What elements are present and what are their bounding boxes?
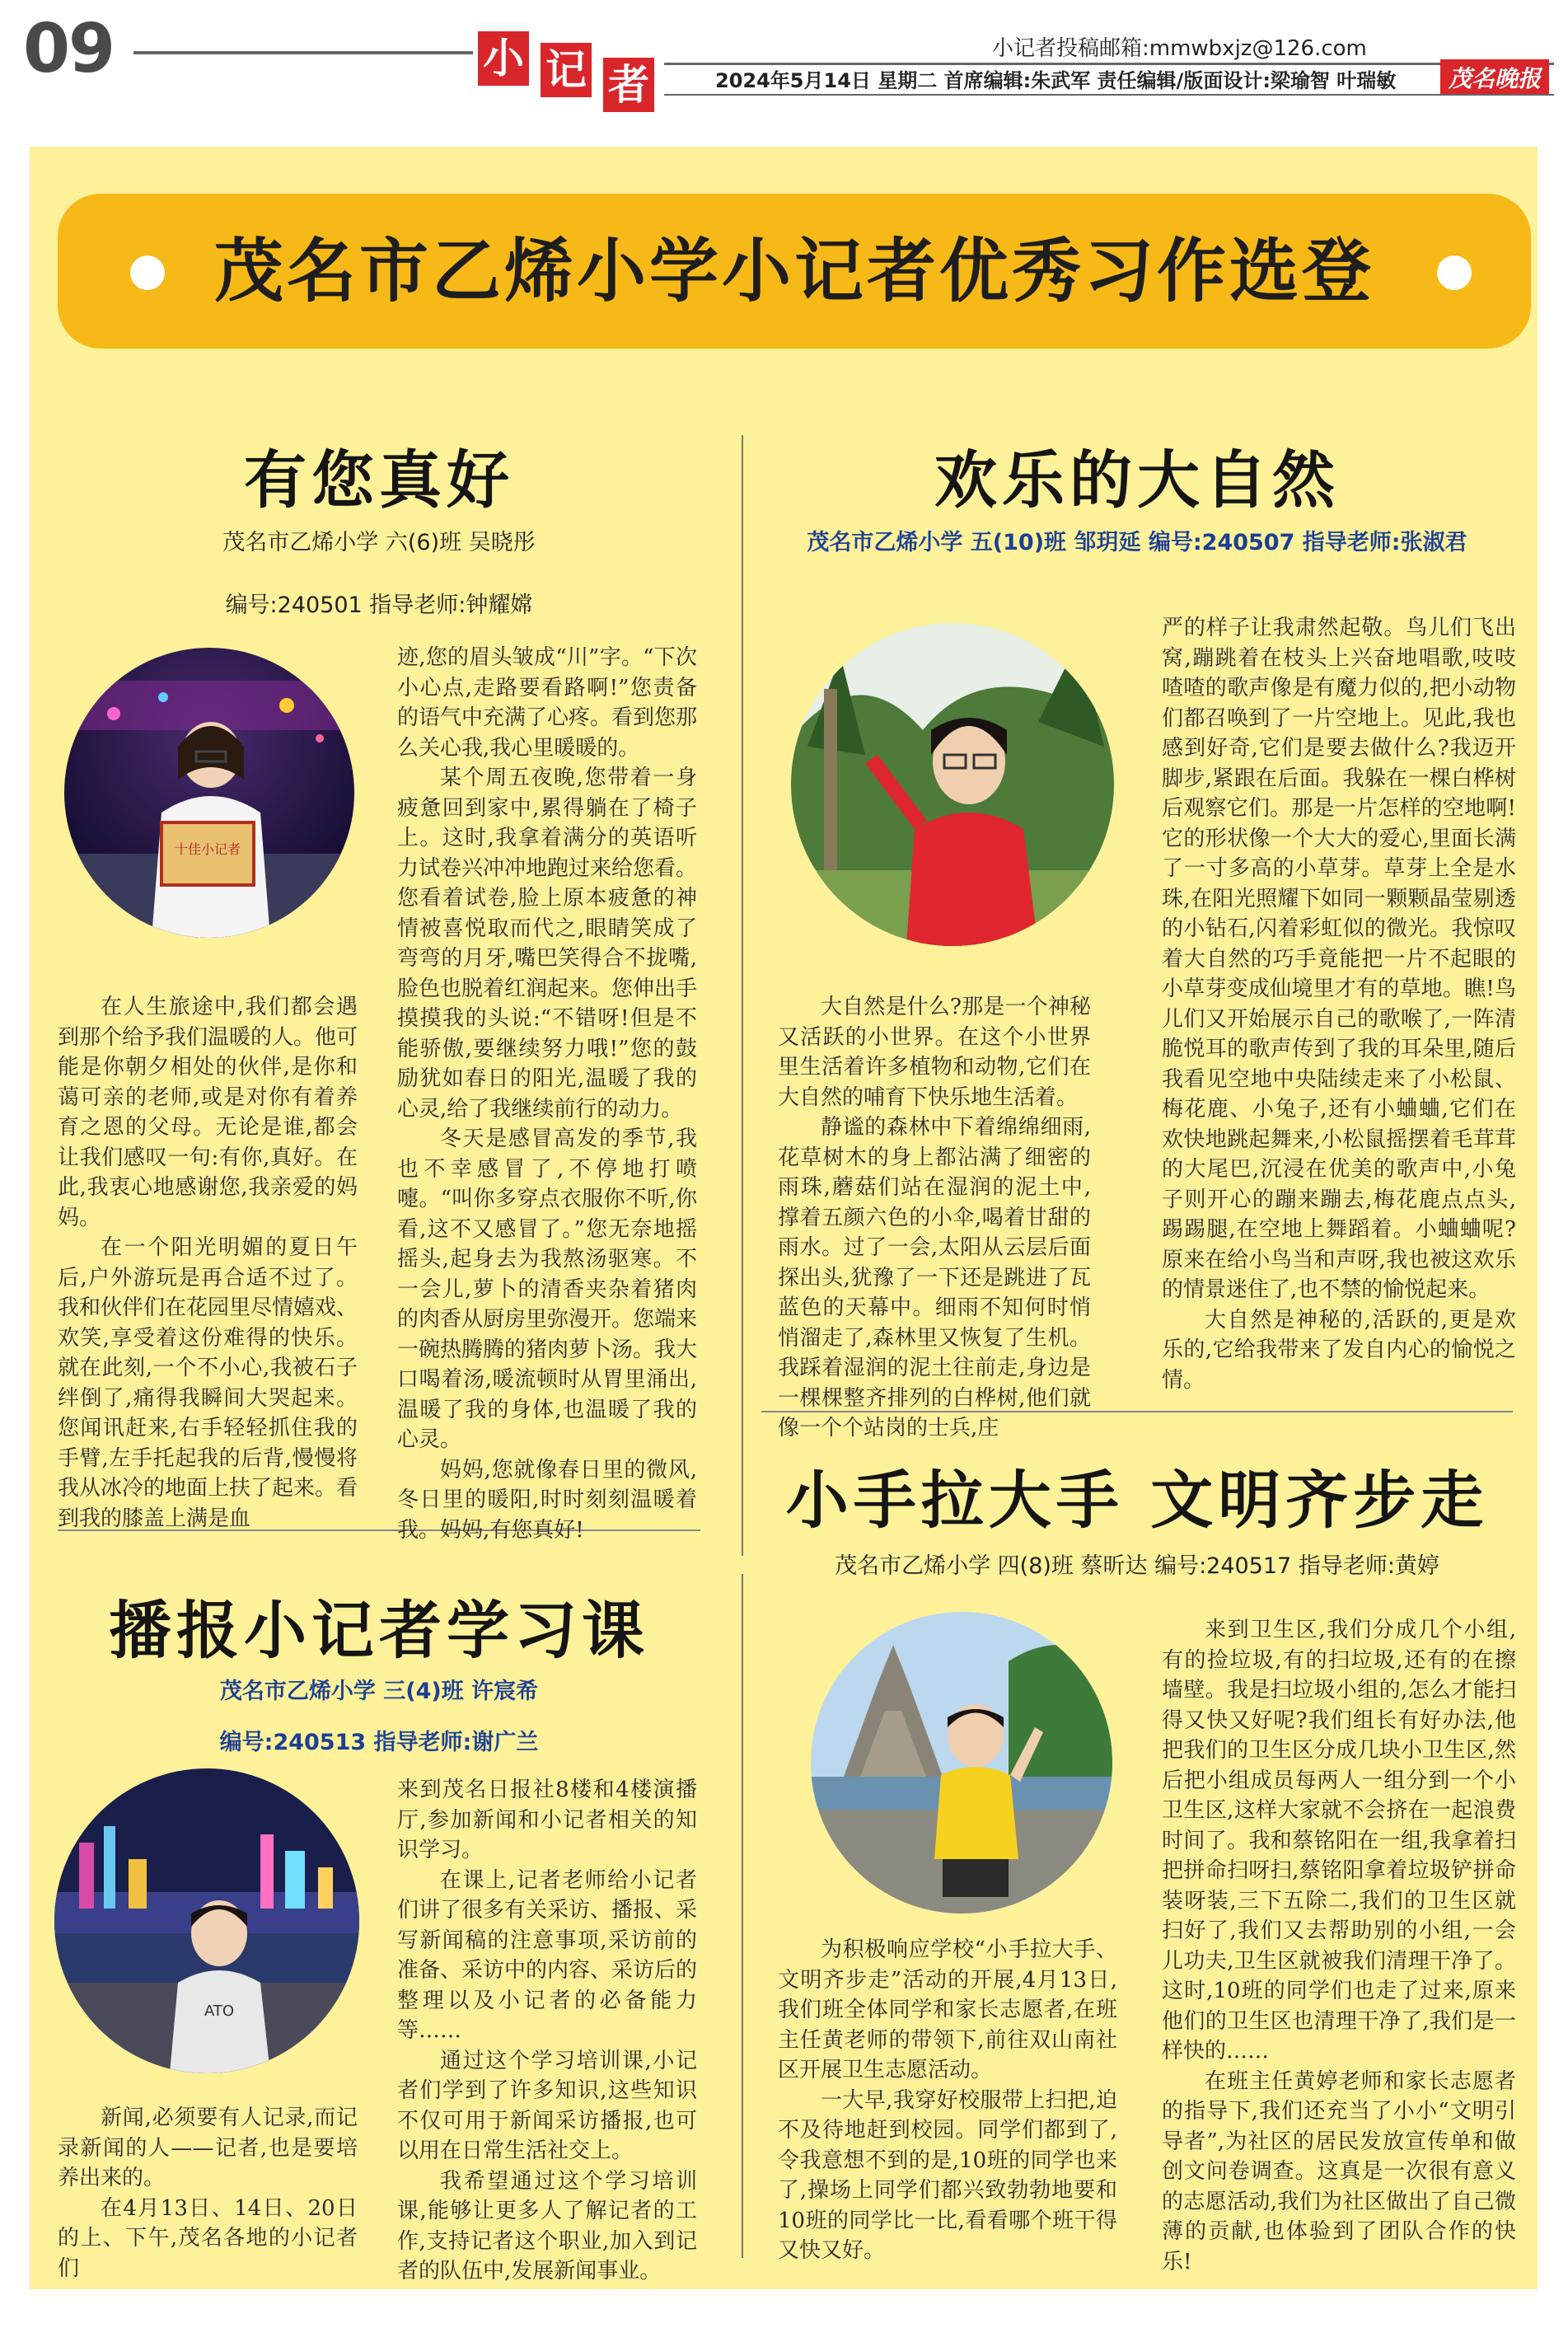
- article-4-byline: 茂名市乙烯小学 四(8)班 蔡昕达 编号:240517 指导老师:黄婷: [835, 1553, 1439, 1579]
- article-3-paragraph: 新闻,必须要有人记录,而记录新闻的人——记者,也是要培养出来的。: [58, 2106, 358, 2190]
- newspaper-logo: 茂名晚报: [1440, 59, 1549, 96]
- article-3-byline: 茂名市乙烯小学 三(4)班 许宸希: [219, 1679, 539, 1704]
- article-4-paragraph: 一大早,我穿好校服带上扫把,迫不及待地赶到校园。同学们都到了,令我意想不到的是,10班的同学也来了,操场上同学们都兴致勃勃地要和10班的同学比一比,看看哪个班干得又快又好。: [778, 2087, 1117, 2263]
- page-number: 09: [23, 10, 115, 88]
- article-2-photo: [791, 623, 1114, 946]
- dateline: 2024年5月14日 星期二 首席编辑:朱武军 责任编辑/版面设计:梁瑜智 叶瑞敏: [715, 69, 1397, 92]
- article-4-column-1: [778, 1935, 1117, 2266]
- article-3-byline-2: 编号:240513 指导老师:谢广兰: [219, 1730, 539, 1755]
- article-2-title: 欢乐的大自然: [934, 443, 1340, 517]
- article-1-paragraph: 某个周五夜晚,您带着一身疲惫回到家中,累得躺在了椅子上。这时,我拿着满分的英语听力试卷兴冲冲地跑过来给您看。您看着试卷,脸上原本疲惫的神情被喜悦取而代之,眼睛笑成了弯弯的月牙,嘴巴笑得合不拢嘴,脸色也脱着红润起来。您伸出手摸摸我的头说:“不错呀!但是不能骄傲,要继续努力哦!”您的鼓励犹如春日的阳光,温暖了我的心灵,给了我继续前行的动力。: [397, 766, 698, 1122]
- article-3-paragraph: 在4月13日、14日、20日的上、下午,茂名各地的小记者们: [58, 2195, 358, 2281]
- article-1-paragraph: 妈妈,您就像春日里的微风,冬日里的暖阳,时时刻刻温暖着我。妈妈,有您真好!: [397, 1457, 697, 1543]
- article-1-title: 有您真好: [244, 443, 514, 517]
- article-1-photo: [64, 648, 354, 938]
- article-1-byline: 茂名市乙烯小学 六(6)班 吴晓彤: [222, 530, 536, 555]
- article-1-paragraph: 在一个阳光明媚的夏日午后,户外游玩是再合适不过了。我和伙伴们在花园里尽情嬉戏、欢笑,享受着这份难得的快乐。就在此刻,一个不小心,我被石子绊倒了,痛得我瞬间大哭起来。您闻讯赶来,右手轻轻抓住我的手臂,左手托起我的后背,慢慢将我从冰冷的地面上扶了起来。看到我的膝盖上满是血: [58, 1235, 358, 1531]
- article-2-paragraph: 严的样子让我肃然起敬。鸟儿们飞出窝,蹦跳着在枝头上兴奋地唱歌,吱吱喳喳的歌声像是有魔力似的,把小动物们都召唤到了一片空地上。见此,我也感到好奇,它们是要去做什么?我迈开脚步,紧跟在后面。我躲在一棵白桦树后观察它们。那是一片怎样的空地啊!它的形状像一个大大的爱心,里面长满了一寸多高的小草芽。草芽上全是水珠,在阳光照耀下如同一颗颗晶莹剔透的小钻石,闪着彩虹似的微光。我惊叹着大自然的巧手竟能把一片不起眼的小草芽变成仙境里才有的草地。瞧!鸟儿们又开始展示自己的歌喉了,一阵清脆悦耳的歌声传到了我的耳朵里,随后我看见空地中央陆续走来了小松鼠、梅花鹿、小兔子,还有小蛐蛐,它们在欢快地跳起舞来,小松鼠摇摆着毛茸茸的大尾巴,沉浸在优美的歌声中,小兔子则开心的蹦来蹦去,梅花鹿点点头,踢踢腿,在空地上舞蹈着。小蛐蛐呢?原来在给小鸟当和声呀,我也被这欢乐的情景迷住了,也不禁的愉悦起来。: [1162, 616, 1516, 1302]
- article-2-column-2: [1162, 613, 1516, 1395]
- award-certificate-text: 十佳小记者: [174, 841, 241, 857]
- header-rule-bottom: [664, 94, 1554, 96]
- article-4-title: 小手拉大手 文明齐步走: [785, 1464, 1489, 1537]
- svg-text:ATO: ATO: [204, 2002, 235, 2020]
- article-3-paragraph: 在课上,记者老师给小记者们讲了很多有关采访、播报、采写新闻稿的注意事项,采访前的准备、采访中的内容、采访后的整理以及小记者的必备能力等……: [397, 1867, 698, 2043]
- column-divider-top: [742, 435, 743, 1556]
- column-name-char-2: 记: [541, 43, 592, 97]
- article-2-byline: 茂名市乙烯小学 五(10)班 邹玥延 编号:240507 指导老师:张淑君: [807, 530, 1467, 555]
- banner-title: 茂名市乙烯小学小记者优秀习作选登: [213, 230, 1374, 311]
- article-3-paragraph: 我希望通过这个学习培训课,能够让更多人了解记者的工作,支持记者这个职业,加入到记者的队伍中,发展新闻事业。: [397, 2168, 697, 2284]
- article-2-paragraph: 大自然是神秘的,活跃的,更是欢乐的,它给我带来了发自内心的愉悦之情。: [1162, 1307, 1516, 1393]
- column-name-char-1: 小: [478, 31, 529, 86]
- article-3-column-1: [58, 2103, 358, 2284]
- article-4-paragraph: 来到卫生区,我们分成几个小组,有的捡垃圾,有的扫垃圾,还有的在擦墙壁。我是扫垃圾小组的,怎么才能扫得又快又好呢?我们组长有好办法,他把我们的卫生区分成几块小卫生区,然后把小组成员每两人一组分到一个小卫生区,这样大家就不会挤在一起浪费时间了。我和蔡铭阳在一组,我拿着扫把拼命扫呀扫,蔡铭阳拿着垃圾铲拼命装呀装,三下五除二,我们的卫生区就扫好了,我们又去帮助别的小组,一会儿功夫,卫生区就被我们清理干净了。这时,10班的同学们也走了过来,原来他们的卫生区也清理干净了,我们是一样快的……: [1162, 1618, 1516, 2063]
- article-2-paragraph: 大自然是什么?那是一个神秘又活跃的小世界。在这个小世界里生活着许多植物和动物,它们在大自然的哺育下快乐地生活着。: [778, 995, 1091, 1110]
- article-3-paragraph: 通过这个学习培训课,小记者们学到了许多知识,这些知识不仅可用于新闻采访播报,也可以用在日常生活社交上。: [397, 2048, 697, 2163]
- article-1-column-1: [58, 992, 358, 1534]
- article-4-paragraph: 为积极响应学校“小手拉大手、文明齐步走”活动的开展,4月13日,我们班全体同学和家长志愿者,在班主任黄老师的带领下,前往双山南社区开展卫生志愿活动。: [778, 1937, 1117, 2082]
- article-2-paragraph: 静谧的森林中下着绵绵细雨,花草树木的身上都沾满了细密的雨珠,蘑菇们站在湿润的泥土中,撑着五颜六色的小伞,喝着甘甜的雨水。过了一会,太阳从云层后面探出头,犹豫了一下还是跳进了瓦蓝色的天幕中。细雨不知何时悄悄溜走了,森林里又恢复了生机。我踩着湿润的泥土往前走,身边是一棵棵整齐排列的白桦树,他们就像一个个站岗的士兵,庄: [778, 1115, 1091, 1440]
- article-1-paragraph: 冬天是感冒高发的季节,我也不幸感冒了,不停地打喷嚏。“叫你多穿点衣服你不听,你看,这不又感冒了。”您无奈地摇摇头,起身去为我熬汤驱寒。不一会儿,萝卜的清香夹杂着猪肉的肉香从厨房里弥漫开。您端来一碗热腾腾的猪肉萝卜汤。我大口喝着汤,暖流顿时从胃里涌出,温暖了我的身体,也温暖了我的心灵。: [397, 1127, 698, 1452]
- article-2-column-1: [778, 992, 1091, 1444]
- article-1-column-2: [397, 643, 697, 1545]
- column-divider-bottom: [742, 1574, 743, 2258]
- article-3-paragraph: 来到茂名日报社8楼和4楼演播厅,参加新闻和小记者相关的知识学习。: [397, 1778, 697, 1862]
- article-3-column-2: [397, 1775, 697, 2287]
- article-1-paragraph: 迹,您的眉头皱成“川”字。“下次小心点,走路要看路啊!”您责备的语气中充满了心疼。看到您那么关心我,我心里暖暖的。: [397, 645, 698, 761]
- column-name-char-3: 者: [603, 58, 654, 112]
- header-rule-left: [133, 51, 473, 54]
- article-4-paragraph: 在班主任黄婷老师和家长志愿者的指导下,我们还充当了小小“文明引导者”,为社区的居民发放宣传单和做创文问卷调查。这真是一次很有意义的志愿活动,我们为社区做出了自己微薄的贡献,也体验到了团队合作的快乐!: [1162, 2068, 1516, 2274]
- article-1-paragraph: 在人生旅途中,我们都会遇到那个给予我们温暖的人。他可能是你朝夕相处的伙伴,是你和蔼可亲的老师,或是对你有着养育之恩的父母。无论是谁,都会让我们感叹一句:有你,真好。在此,我衷心地感谢您,我亲爱的妈妈。: [58, 995, 358, 1230]
- article-1-byline-2: 编号:240501 指导老师:钟耀嫦: [225, 593, 533, 618]
- article-4-photo: [811, 1612, 1112, 1913]
- article-3-photo: [54, 1768, 359, 2073]
- submission-email: 小记者投稿邮箱:mmwbxjz@126.com: [992, 36, 1367, 61]
- article-4-column-2: [1162, 1615, 1516, 2277]
- article-3-title: 播报小记者学习课: [109, 1594, 649, 1667]
